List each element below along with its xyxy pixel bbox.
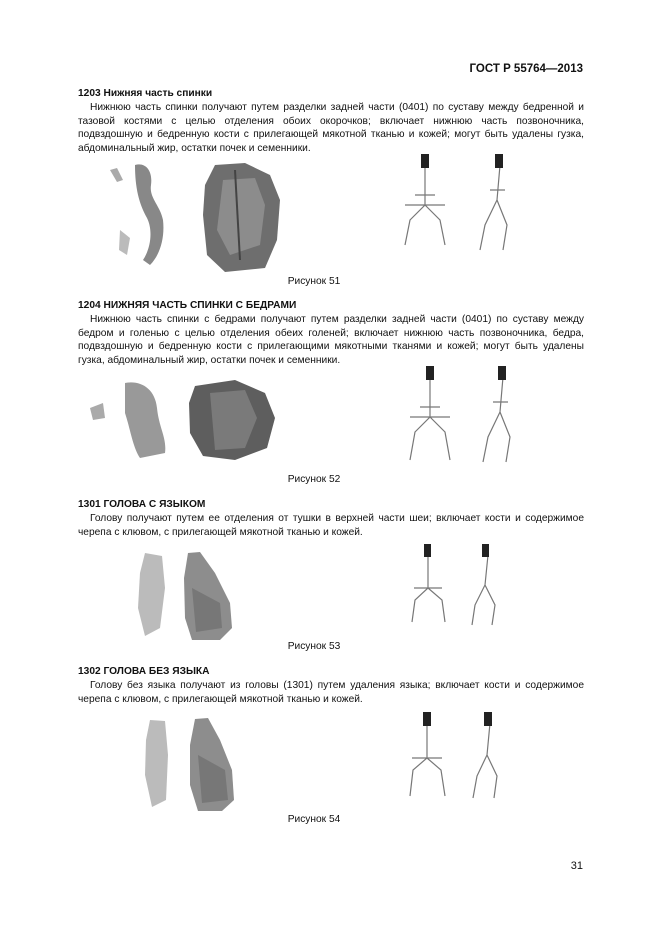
figure-caption: Рисунок 53 bbox=[287, 641, 341, 652]
section-1301 bbox=[78, 499, 584, 539]
section-heading: 1301 ГОЛОВА С ЯЗЫКОМ bbox=[78, 499, 206, 510]
section-text: Голову без языка получают из головы (1301) путем удаления языка; включает кости и содержимое черепа с клювом, с прилегающей мякотной тканью и кожей. bbox=[78, 680, 584, 705]
section-text: Нижнюю часть спинки с бедрами получают путем разделки задней части (0401) по суставу между бедром и голенью с целью отделения обеих голеней; включает нижнюю часть позвоночника, бедра, подвздошную и бедренную кости с прилегающими мякотными тканями и кожей; могут быть удалены гузка, абдоминальный жир, остатки почек и семенники. bbox=[78, 314, 584, 366]
page-number: 31 bbox=[570, 860, 583, 872]
section-1302 bbox=[78, 666, 584, 706]
figure-54-skeleton bbox=[395, 708, 515, 803]
section-1203 bbox=[78, 88, 584, 155]
standard-number: ГОСТ Р 55764—2013 bbox=[469, 63, 583, 75]
section-1204 bbox=[78, 300, 584, 367]
figure-51-photo bbox=[105, 160, 290, 275]
figure-52-photo bbox=[85, 378, 285, 463]
figure-53-skeleton bbox=[400, 540, 510, 630]
section-heading: 1203 Нижняя часть спинки bbox=[78, 88, 213, 99]
section-heading: 1302 ГОЛОВА БЕЗ ЯЗЫКА bbox=[78, 666, 210, 677]
figure-caption: Рисунок 52 bbox=[287, 474, 341, 485]
figure-52-skeleton bbox=[385, 362, 525, 472]
section-heading: 1204 НИЖНЯЯ ЧАСТЬ СПИНКИ С БЕДРАМИ bbox=[78, 300, 297, 311]
figure-54-photo bbox=[140, 715, 245, 815]
section-text: Голову получают путем ее отделения от тушки в верхней части шеи; включает кости и содержимое черепа с клювом, с прилегающей мякотной тканью и кожей. bbox=[78, 513, 584, 538]
figure-51-skeleton bbox=[385, 150, 525, 265]
figure-53-photo bbox=[130, 548, 245, 643]
figure-caption: Рисунок 51 bbox=[287, 276, 341, 287]
section-text: Нижнюю часть спинки получают путем разделки задней части (0401) по суставу между бедренной и тазовой костями с целью отделения обоих окорочков; включает нижнюю часть позвоночника, подвздошную и бедренную кости с прилегающей мякотной тканью и кожей; могут быть удалены гузка, абдоминальный жир, остатки почек и семенники. bbox=[78, 102, 584, 154]
figure-caption: Рисунок 54 bbox=[287, 814, 341, 825]
